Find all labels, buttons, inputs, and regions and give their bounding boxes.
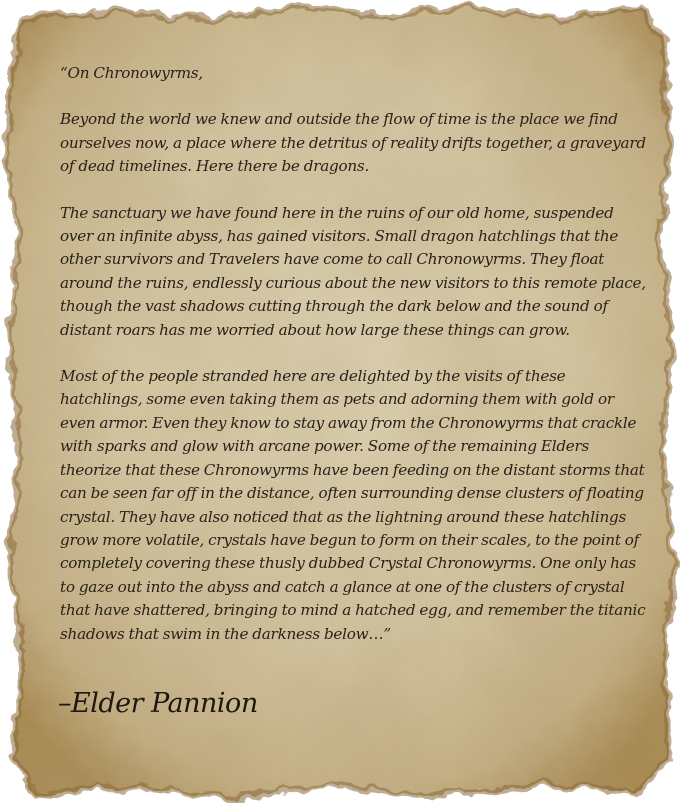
letter-paragraph-3: Most of the people stranded here are delighted by the visits of these hatchlings, some even taking them as pets and adorning them with gold or even armor. Even they know to stay away from the Chronowyrms that crackle with sparks and glow with arcane power. Some of the remaining Elders theorize that these Chronowyrms have been feeding on the distant storms that can be seen far off in the distance, often surrounding dense clusters of floating crystal. They have also noticed that as the lightning around these hatchlings grow more volatile, crystals have begun to form on their scales, to the point of completely covering these thusly dubbed Crystal Chronowyrms. One only has to gaze out into the abyss and catch a glance at one of the clusters of crystal that have shattered, bringing to mind a hatched egg, and remember the titanic shadows that swim in the darkness below…” [60,367,646,643]
letter-body [60,62,650,669]
letter-paragraph-2: The sanctuary we have found here in the ruins of our old home, suspended over an infinite abyss, has gained visitors. Small dragon hatchlings that the other survivors and Travelers have come to call Chronowyrms. They float around the ruins, endlessly curious about the new visitors to this remote place, though the vast shadows cutting through the dark below and the sound of distant roars has me worried about how large these things can grow. [60,203,646,339]
letter-greeting: “On Chronowyrms, [60,64,203,82]
letter-paragraph-1: Beyond the world we knew and outside the flow of time is the place we find ourselves now, a place where the detritus of reality drifts together, a graveyard of dead timelines. Here there be dragons. [60,110,646,176]
letter-signature: –Elder Pannion [58,688,258,719]
